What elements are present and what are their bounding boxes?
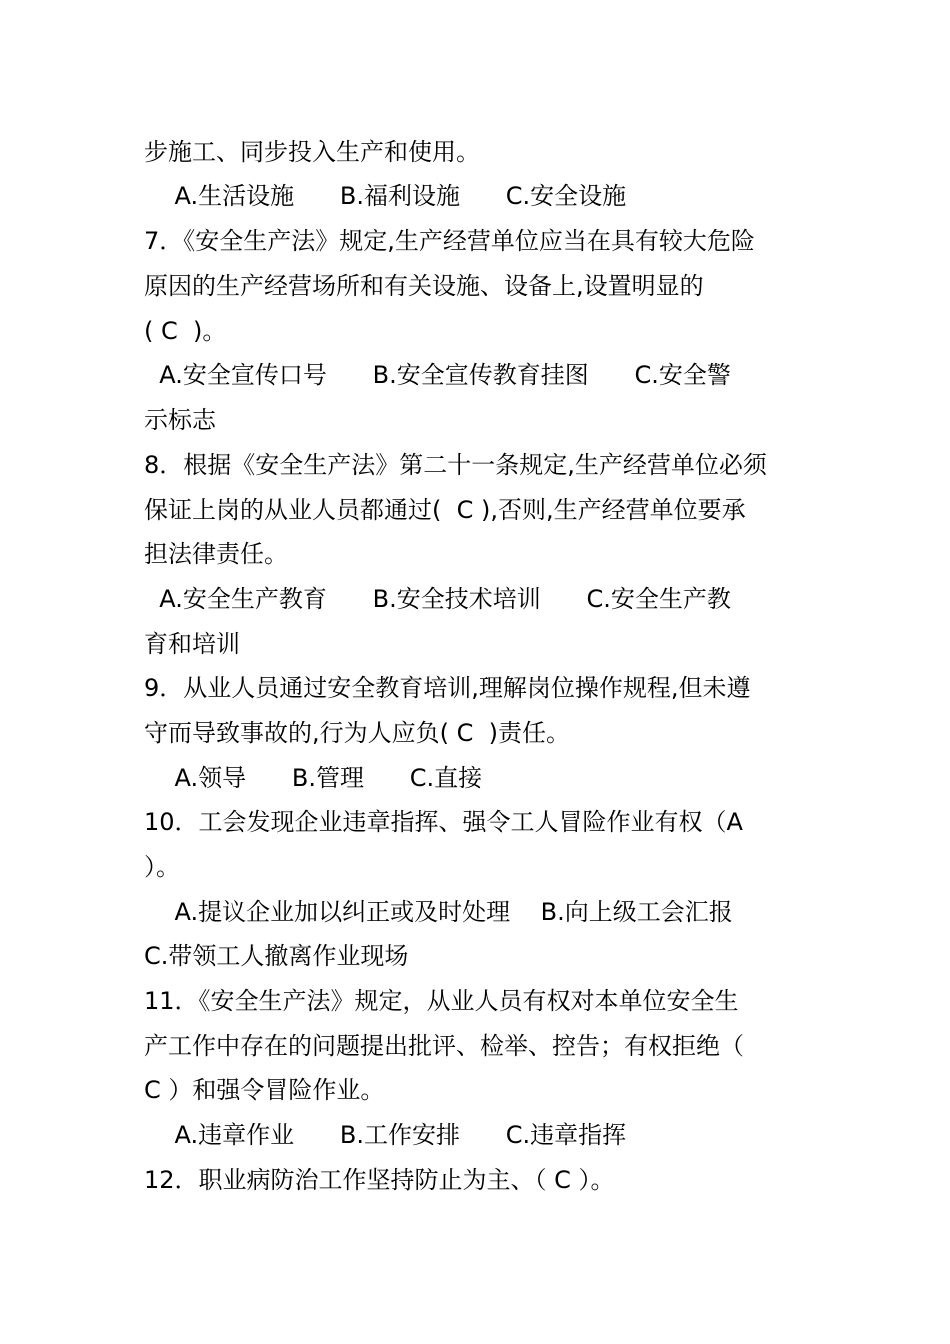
text-line: 产工作中存在的问题提出批评、检举、控告；有权拒绝（ [144, 1032, 744, 1060]
question-8: 8．根据《安全生产法》第二十一条规定,生产经营单位必须 [144, 451, 767, 479]
options-line: A.生活设施 B.福利设施 C.安全设施 [144, 182, 627, 210]
question-7: 7．《安全生产法》规定,生产经营单位应当在具有较大危险 [144, 227, 755, 255]
options-line: A.违章作业 B.工作安排 C.违章指挥 [144, 1121, 627, 1149]
text-line: 育和培训 [144, 630, 240, 658]
text-line: C ）和强令冒险作业。 [144, 1076, 385, 1104]
text-line: 保证上岗的从业人员都通过( C ),否则,生产经营单位要承 [144, 496, 746, 524]
options-line: A.提议企业加以纠正或及时处理 B.向上级工会汇报 [144, 898, 733, 926]
question-9: 9．从业人员通过安全教育培训,理解岗位操作规程,但未遵 [144, 674, 751, 702]
options-line: C.带领工人撤离作业现场 [144, 942, 409, 970]
options-line: A.领导 B.管理 C.直接 [144, 764, 483, 792]
text-line: 原因的生产经营场所和有关设施、设备上,设置明显的 [144, 272, 704, 300]
text-line: 担法律责任。 [144, 540, 288, 568]
options-line: A.安全宣传口号 B.安全宣传教育挂图 C.安全警 [144, 361, 731, 389]
text-line: ）。 [144, 853, 180, 881]
text-line: 守而导致事故的,行为人应负( C )责任。 [144, 719, 570, 747]
text-line: 示标志 [144, 406, 216, 434]
text-line: 步施工、同步投入生产和使用。 [144, 138, 480, 166]
question-11: 11．《安全生产法》规定，从业人员有权对本单位安全生 [144, 987, 739, 1015]
question-12: 12．职业病防治工作坚持防止为主、（ C ）。 [144, 1166, 615, 1194]
answer-blank: ( C )。 [144, 317, 227, 345]
options-line: A.安全生产教育 B.安全技术培训 C.安全生产教 [144, 585, 731, 613]
question-10: 10．工会发现企业违章指挥、强令工人冒险作业有权（A [144, 808, 743, 836]
